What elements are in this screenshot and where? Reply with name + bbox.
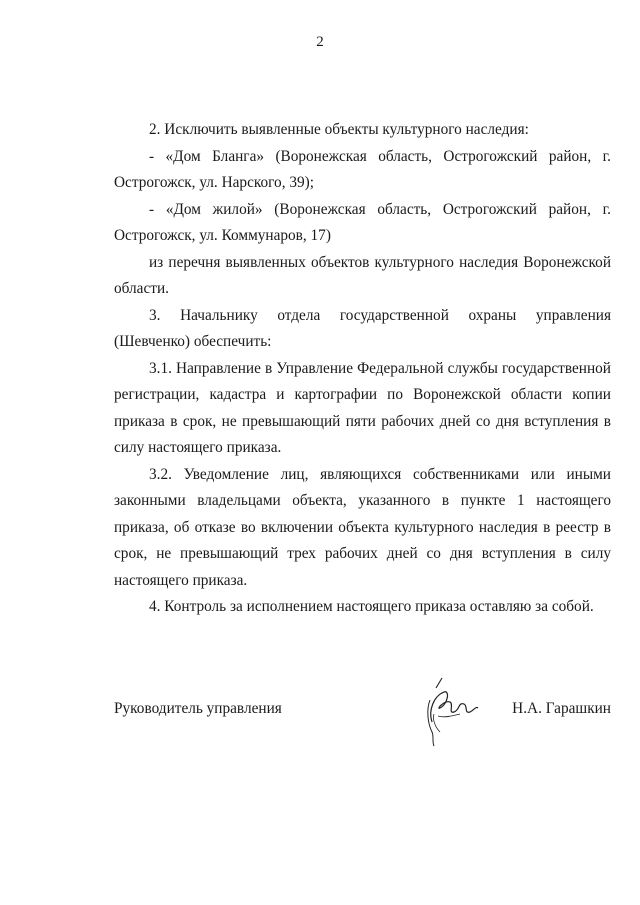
signature-block <box>114 700 611 730</box>
paragraph-bullet-dom-zhiloy: - «Дом жилой» (Воронежская область, Острогожский район, г. Острогожск, ул. Коммунаров, 17) <box>114 200 611 244</box>
paragraph-item-3-2: 3.2. Уведомление лиц, являющихся собственниками или иными законными владельцами объекта, указанного в пункте 1 настоящего приказа, об отказе во включении объекта культурного наследия в реестр в срок, не превышающий трех рабочих дней со дня вступления в силу настоящего приказа. <box>114 465 611 589</box>
handwritten-signature-icon <box>414 670 484 750</box>
signature-position: Руководитель управления <box>114 700 282 717</box>
document-body <box>114 117 611 621</box>
paragraph-item-2-tail: из перечня выявленных объектов культурного наследия Воронежской области. <box>114 253 611 297</box>
paragraph-item-2: 2. Исключить выявленные объекты культурного наследия: <box>149 121 529 138</box>
paragraph-item-4: 4. Контроль за исполнением настоящего приказа оставляю за собой. <box>149 598 594 615</box>
page-number: 2 <box>316 34 324 50</box>
signature-name: Н.А. Гарашкин <box>512 700 611 717</box>
paragraph-item-3-1: 3.1. Направление в Управление Федеральной службы государственной регистрации, кадастра и картографии по Воронежской области копии приказа в срок, не превышающий пяти рабочих дней со дня вступления в силу настоящего приказа. <box>114 359 611 456</box>
paragraph-item-3: 3. Начальнику отдела государственной охраны управления (Шевченко) обеспечить: <box>114 306 611 350</box>
paragraph-bullet-dom-blanga: - «Дом Бланга» (Воронежская область, Острогожский район, г. Острогожск, ул. Нарского, 39); <box>114 147 611 191</box>
